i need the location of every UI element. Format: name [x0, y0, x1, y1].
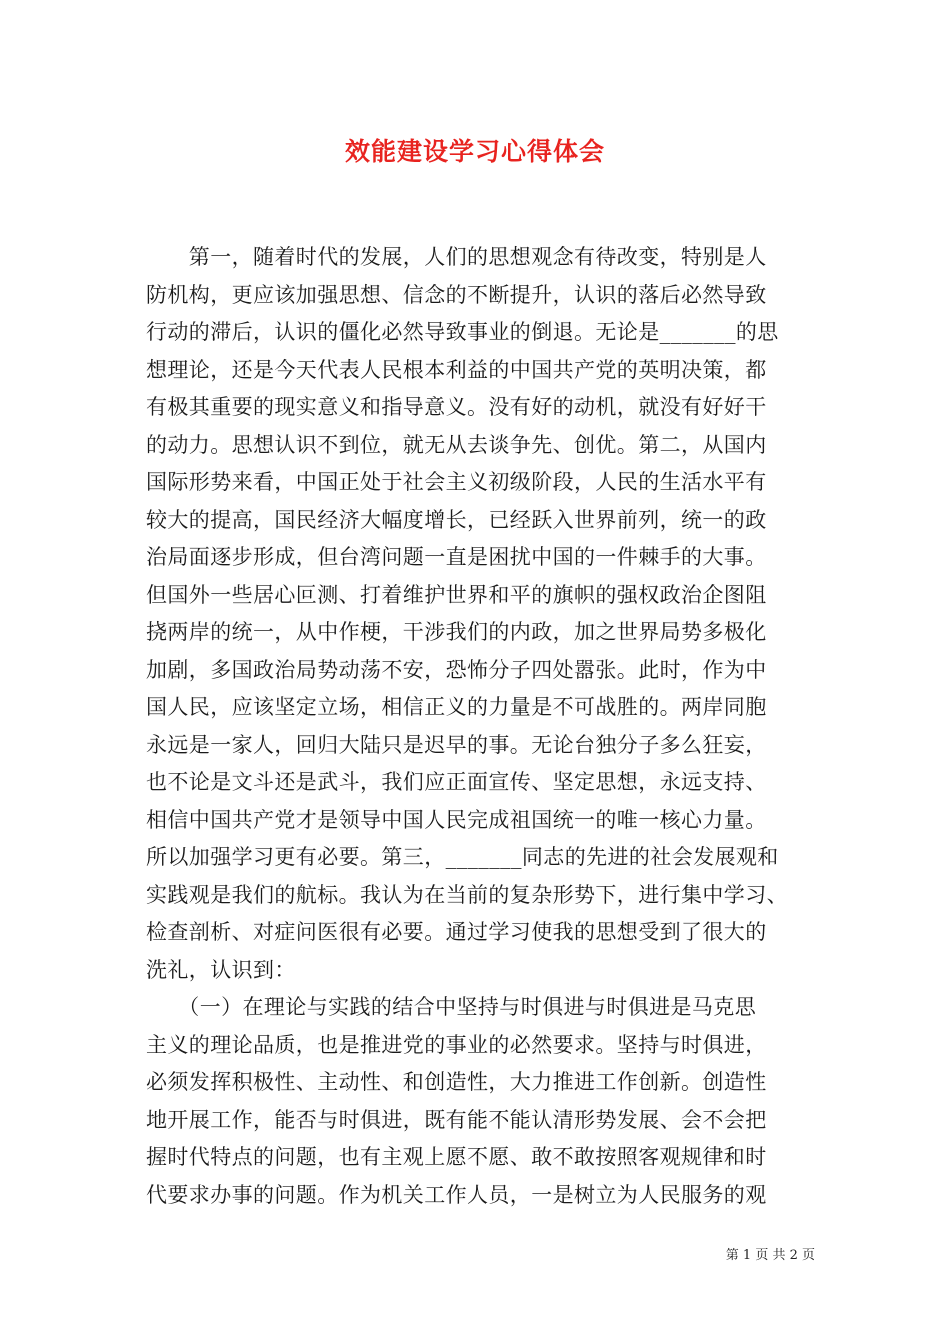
body-line: 国人民，应该坚定立场，相信正义的力量是不可战胜的。两岸同胞 [146, 695, 767, 719]
body-line: 的动力。思想认识不到位，就无从去谈争先、创优。第二，从国内 [146, 432, 767, 457]
body-line: 必须发挥积极性、主动性、和创造性，大力推进工作创新。创造性 [146, 1070, 767, 1094]
body-line: 检查剖析、对症问医很有必要。通过学习使我的思想受到了很大的 [146, 920, 767, 944]
body-line: 有极其重要的现实意义和指导意义。没有好的动机，就没有好好干 [146, 395, 767, 419]
body-line: 所以加强学习更有必要。第三，_______同志的先进的社会发展观和 [146, 845, 779, 869]
body-line: 地开展工作，能否与时俱进，既有能不能认清形势发展、会不会把 [146, 1107, 767, 1132]
body-line: 洗礼，认识到： [146, 957, 296, 982]
body-line: 相信中国共产党才是领导中国人民完成祖国统一的唯一核心力量。 [146, 807, 767, 832]
body-line: 加剧，多国政治局势动荡不安，恐怖分子四处嚣张。此时，作为中 [146, 657, 767, 682]
body-line: 挠两岸的统一，从中作梗，干涉我们的内政，加之世界局势多极化 [146, 620, 767, 644]
body-line: 防机构，更应该加强思想、信念的不断提升，认识的落后必然导致 [146, 282, 767, 307]
body-line: 第一，随着时代的发展，人们的思想观念有待改变，特别是人 [146, 245, 767, 269]
body-line: 永远是一家人，回归大陆只是迟早的事。无论台独分子多么狂妄， [146, 732, 767, 757]
body-line: 握时代特点的问题，也有主观上愿不愿、敢不敢按照客观规律和时 [146, 1145, 767, 1169]
body-line: 主义的理论品质，也是推进党的事业的必然要求。坚持与时俱进， [146, 1032, 767, 1057]
body-line: 实践观是我们的航标。我认为在当前的复杂形势下，进行集中学习、 [146, 882, 788, 907]
body-line: 较大的提高，国民经济大幅度增长，已经跃入世界前列，统一的政 [146, 507, 767, 532]
body-line: （一）在理论与实践的结合中坚持与时俱进与时俱进是马克思 [146, 995, 757, 1019]
document-title: 效能建设学习心得体会 [344, 137, 605, 166]
body-line: 也不论是文斗还是武斗，我们应正面宣传、坚定思想，永远支持、 [146, 770, 767, 794]
page-number: 第 1 页 共 2 页 [725, 1248, 815, 1263]
body-line: 治局面逐步形成，但台湾问题一直是困扰中国的一件棘手的大事。 [146, 545, 767, 569]
body-line: 行动的滞后，认识的僵化必然导致事业的倒退。无论是_______的思 [146, 320, 779, 344]
body-line: 想理论，还是今天代表人民根本利益的中国共产党的英明决策，都 [146, 357, 767, 382]
body-line: 代要求办事的问题。作为机关工作人员，一是树立为人民服务的观 [146, 1182, 767, 1207]
body-line: 国际形势来看，中国正处于社会主义初级阶段，人民的生活水平有 [146, 470, 767, 494]
document-body [146, 239, 808, 1214]
body-line: 但国外一些居心叵测、打着维护世界和平的旗帜的强权政治企图阻 [146, 582, 767, 607]
